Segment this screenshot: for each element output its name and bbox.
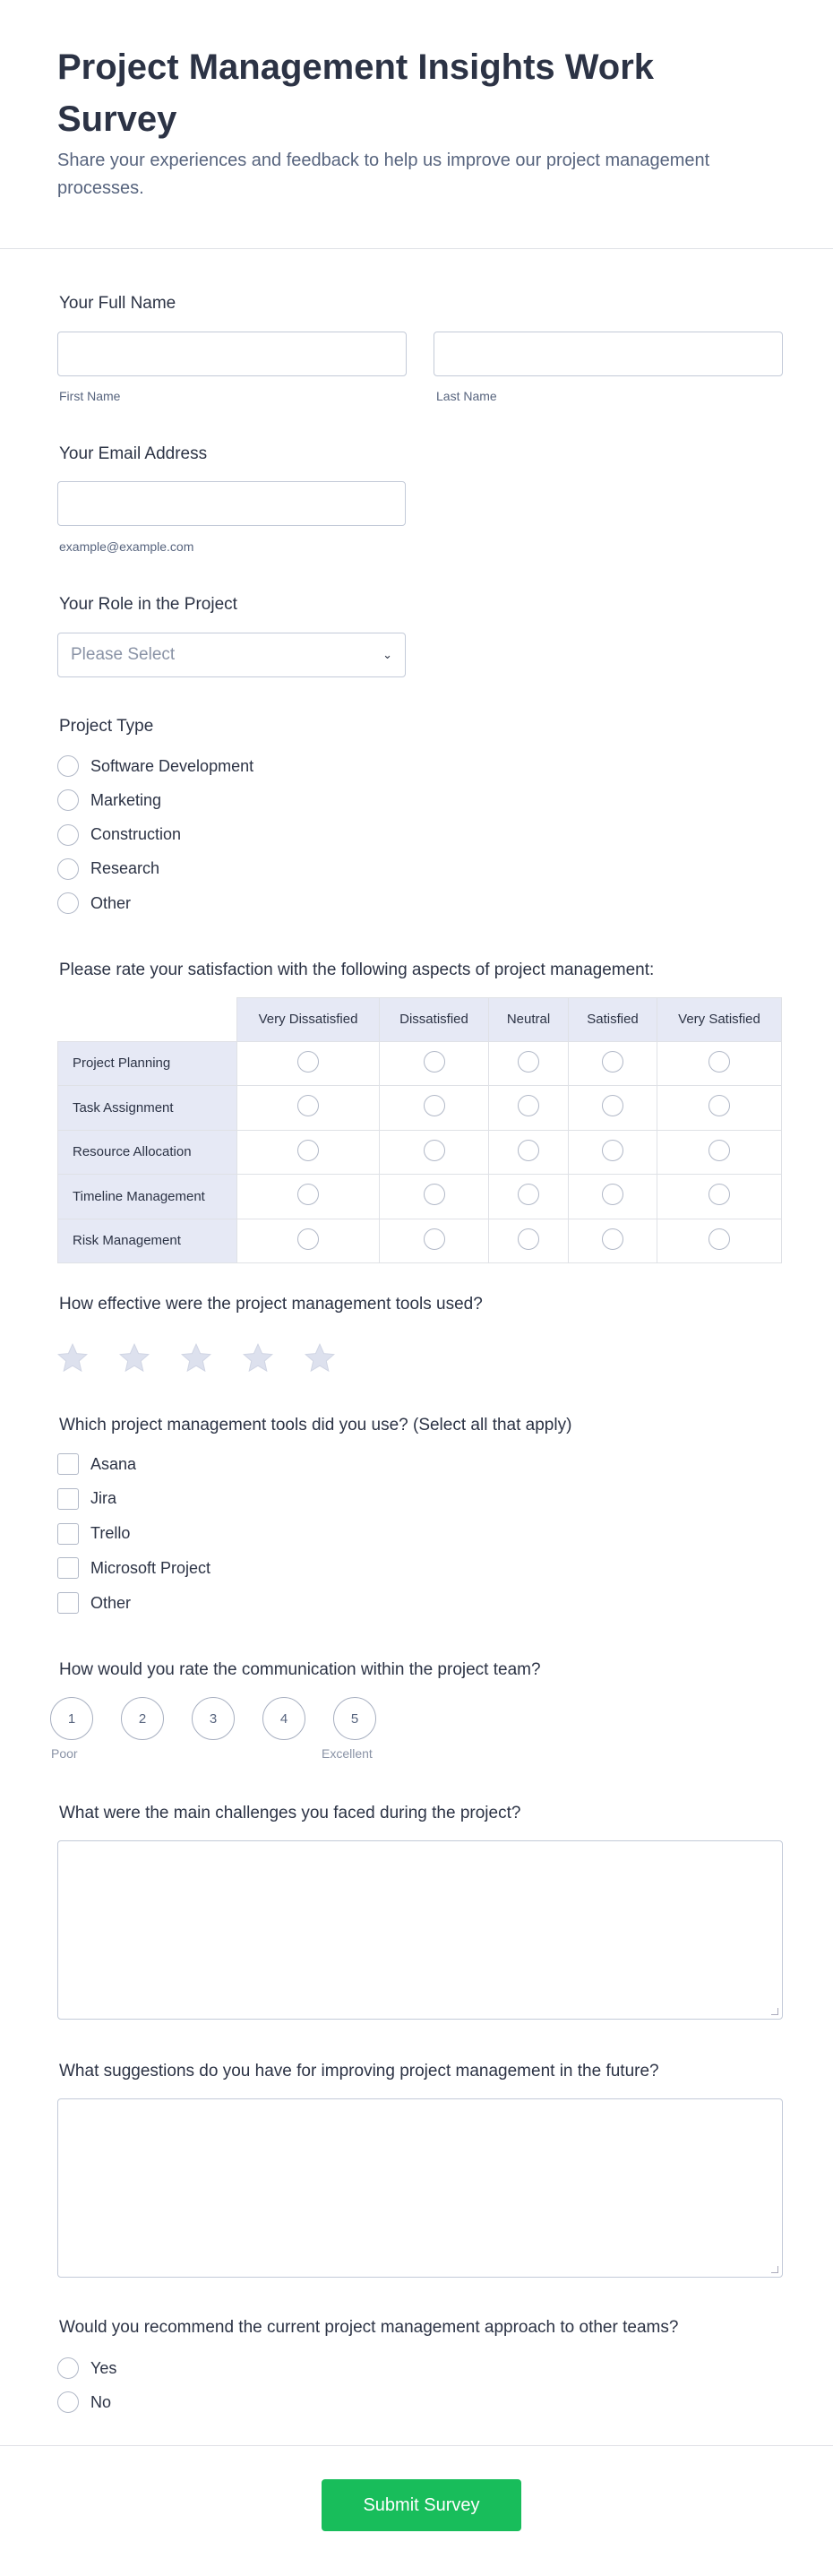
matrix-radio[interactable]	[424, 1184, 445, 1205]
option-label: Trello	[90, 1524, 131, 1543]
first-name-input[interactable]	[57, 332, 407, 376]
option-label: Microsoft Project	[90, 1558, 211, 1577]
matrix-radio[interactable]	[602, 1140, 623, 1161]
matrix-radio[interactable]	[708, 1228, 730, 1250]
radio[interactable]	[57, 2357, 79, 2379]
suggestions-label: What suggestions do you have for improving project management in the future?	[59, 2062, 659, 2081]
stars-label: How effective were the project management tools used?	[59, 1295, 483, 1314]
matrix-col-header: Neutral	[489, 997, 569, 1042]
matrix-cell	[489, 1131, 569, 1176]
option-label: Marketing	[90, 790, 162, 809]
footer-divider	[0, 2445, 833, 2446]
matrix-radio[interactable]	[518, 1184, 539, 1205]
matrix-radio[interactable]	[708, 1184, 730, 1205]
matrix-cell	[489, 1219, 569, 1264]
scale-option[interactable]: 1	[50, 1697, 93, 1740]
chevron-down-icon: ⌄	[382, 648, 392, 661]
matrix-cell	[489, 1042, 569, 1087]
matrix-cell	[380, 1219, 489, 1264]
matrix-radio[interactable]	[708, 1051, 730, 1073]
option-label: Other	[90, 893, 132, 912]
matrix-row-label: Timeline Management	[57, 1175, 237, 1219]
matrix-row	[57, 1086, 782, 1131]
checkbox[interactable]	[57, 1453, 79, 1475]
matrix-col-header: Very Satisfied	[657, 997, 782, 1042]
matrix-cell	[237, 1131, 380, 1176]
matrix-row	[57, 1042, 782, 1087]
matrix-cell	[569, 1219, 657, 1264]
tools-label: Which project management tools did you use? (Select all that apply)	[59, 1416, 572, 1434]
matrix-col-header: Satisfied	[569, 997, 657, 1042]
option-label: Asana	[90, 1454, 137, 1473]
email-label: Your Email Address	[59, 444, 208, 463]
matrix-cell	[380, 1086, 489, 1131]
suggestions-textarea[interactable]	[57, 2098, 783, 2278]
email-input[interactable]	[57, 481, 406, 526]
communication-label: How would you rate the communication within the project team?	[59, 1660, 541, 1679]
scale-low-label: Poor	[51, 1746, 78, 1761]
divider	[0, 248, 833, 249]
option-label: Construction	[90, 825, 182, 844]
matrix-radio[interactable]	[518, 1095, 539, 1116]
matrix-cell	[657, 1219, 782, 1264]
matrix-cell	[657, 1131, 782, 1176]
matrix-cell	[380, 1175, 489, 1219]
matrix-row-label: Task Assignment	[57, 1086, 237, 1131]
radio[interactable]	[57, 755, 79, 777]
matrix-cell	[237, 1086, 380, 1131]
checkbox[interactable]	[57, 1488, 79, 1510]
option-label: No	[90, 2392, 112, 2411]
option-label: Jira	[90, 1489, 117, 1508]
option-label: Other	[90, 1593, 132, 1612]
role-select[interactable]	[57, 633, 406, 677]
checkbox[interactable]	[57, 1557, 79, 1579]
matrix-col-header: Very Dissatisfied	[237, 997, 380, 1042]
role-label: Your Role in the Project	[59, 595, 237, 614]
tools-option[interactable]	[57, 1453, 136, 1475]
radio[interactable]	[57, 2391, 79, 2413]
tools-option[interactable]	[57, 1488, 116, 1510]
submit-button[interactable]: Submit Survey	[322, 2479, 521, 2531]
full-name-label: Your Full Name	[59, 294, 176, 313]
tools-option[interactable]	[57, 1523, 130, 1545]
matrix-cell	[569, 1042, 657, 1087]
last-name-sublabel: Last Name	[436, 389, 497, 403]
page-title: Project Management Insights Work Survey	[57, 47, 655, 139]
scale-option[interactable]: 3	[192, 1697, 235, 1740]
matrix-radio[interactable]	[424, 1140, 445, 1161]
option-label: Yes	[90, 2358, 117, 2377]
matrix-row-label: Project Planning	[57, 1042, 237, 1087]
matrix-row-label: Risk Management	[57, 1219, 237, 1264]
checkbox[interactable]	[57, 1523, 79, 1545]
matrix-cell	[489, 1086, 569, 1131]
matrix-radio[interactable]	[708, 1095, 730, 1116]
matrix-radio[interactable]	[297, 1095, 319, 1116]
tools-option[interactable]	[57, 1592, 131, 1614]
matrix-cell	[657, 1042, 782, 1087]
matrix-col-header: Dissatisfied	[380, 997, 489, 1042]
tools-option[interactable]	[57, 1557, 210, 1579]
matrix-radio[interactable]	[602, 1051, 623, 1073]
radio[interactable]	[57, 789, 79, 811]
option-label: Software Development	[90, 756, 254, 775]
satisfaction-matrix	[57, 997, 782, 1263]
first-name-sublabel: First Name	[59, 389, 121, 403]
matrix-row	[57, 1219, 782, 1264]
matrix-cell	[237, 1219, 380, 1264]
star-icon[interactable]	[56, 1341, 90, 1375]
scale-option[interactable]: 4	[262, 1697, 305, 1740]
matrix-cell	[657, 1175, 782, 1219]
matrix-radio[interactable]	[602, 1095, 623, 1116]
recommend-option[interactable]	[57, 2391, 111, 2413]
matrix-cell	[569, 1086, 657, 1131]
communication-scale	[50, 1697, 376, 1740]
matrix-cell	[489, 1175, 569, 1219]
star-rating	[56, 1341, 337, 1375]
last-name-input[interactable]	[434, 332, 783, 376]
role-placeholder: Please Select	[71, 645, 176, 664]
recommend-label: Would you recommend the current project management approach to other teams?	[59, 2318, 679, 2337]
matrix-label: Please rate your satisfaction with the following aspects of project management:	[59, 961, 655, 979]
matrix-row	[57, 1131, 782, 1176]
matrix-radio[interactable]	[602, 1184, 623, 1205]
matrix-radio[interactable]	[297, 1140, 319, 1161]
star-icon[interactable]	[303, 1341, 337, 1375]
recommend-option[interactable]	[57, 2357, 116, 2379]
matrix-radio[interactable]	[708, 1140, 730, 1161]
challenges-label: What were the main challenges you faced during the project?	[59, 1804, 521, 1822]
matrix-radio[interactable]	[297, 1051, 319, 1073]
matrix-radio[interactable]	[297, 1228, 319, 1250]
matrix-radio[interactable]	[518, 1051, 539, 1073]
matrix-cell	[237, 1042, 380, 1087]
matrix-cell	[380, 1042, 489, 1087]
scale-option[interactable]: 5	[333, 1697, 376, 1740]
matrix-row	[57, 1175, 782, 1219]
matrix-radio[interactable]	[424, 1228, 445, 1250]
project-type-option[interactable]	[57, 858, 159, 880]
matrix-radio[interactable]	[518, 1140, 539, 1161]
radio[interactable]	[57, 892, 79, 914]
project-type-label: Project Type	[59, 717, 154, 736]
matrix-radio[interactable]	[602, 1228, 623, 1250]
scale-option[interactable]: 2	[121, 1697, 164, 1740]
project-type-option[interactable]	[57, 892, 131, 914]
project-type-option[interactable]	[57, 789, 161, 811]
project-type-option[interactable]	[57, 755, 253, 777]
matrix-radio[interactable]	[424, 1095, 445, 1116]
project-type-option[interactable]	[57, 824, 181, 846]
matrix-cell	[569, 1175, 657, 1219]
matrix-cell	[237, 1175, 380, 1219]
email-hint: example@example.com	[59, 539, 194, 554]
matrix-row-label: Resource Allocation	[57, 1131, 237, 1176]
star-icon[interactable]	[241, 1341, 275, 1375]
scale-high-label: Excellent	[322, 1746, 373, 1761]
matrix-cell	[657, 1086, 782, 1131]
matrix-corner	[57, 997, 237, 1042]
matrix-radio[interactable]	[297, 1184, 319, 1205]
checkbox[interactable]	[57, 1592, 79, 1614]
star-icon[interactable]	[179, 1341, 213, 1375]
challenges-textarea[interactable]	[57, 1840, 783, 2020]
radio[interactable]	[57, 824, 79, 846]
page-subtitle: Share your experiences and feedback to help us improve our project management processes.	[57, 151, 710, 198]
matrix-radio[interactable]	[424, 1051, 445, 1073]
radio[interactable]	[57, 858, 79, 880]
option-label: Research	[90, 859, 160, 878]
matrix-cell	[569, 1131, 657, 1176]
matrix-cell	[380, 1131, 489, 1176]
star-icon[interactable]	[117, 1341, 151, 1375]
matrix-radio[interactable]	[518, 1228, 539, 1250]
